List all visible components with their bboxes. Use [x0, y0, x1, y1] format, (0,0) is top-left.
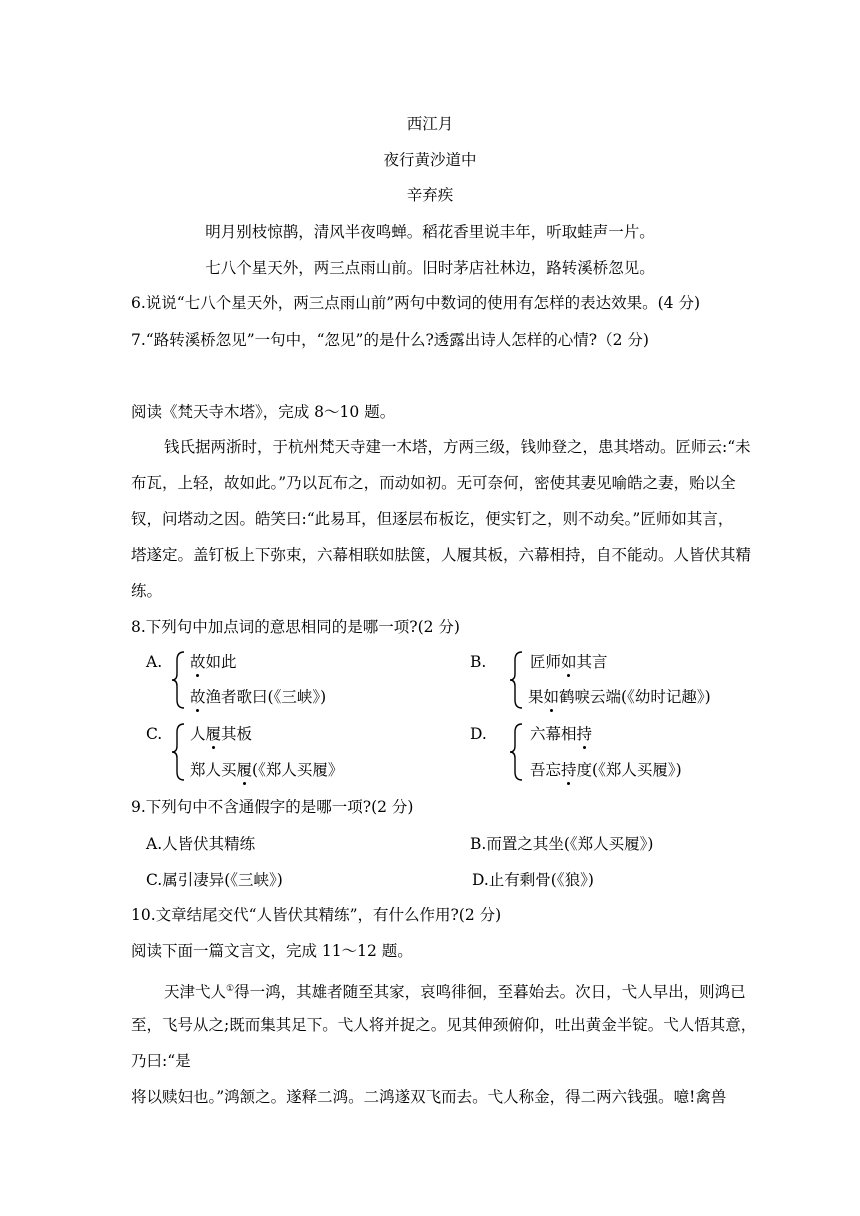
reading2-para-line-3: 乃曰:“是	[131, 1052, 191, 1070]
reading2-para-line-1: 天津弋人①得一鸿，其雄者随至其家，哀鸣徘徊，至暮始去。次日，弋人早出，则鸿已	[164, 983, 746, 1002]
q8-option-b-label: B.	[470, 653, 487, 671]
q8-option-c-line-1: 人履其板	[190, 725, 253, 743]
emphasis-dot-word: 如	[561, 653, 577, 671]
q8-option-a-line-1: 故如此	[190, 653, 237, 671]
emphasis-dot-word: 故	[190, 653, 206, 671]
emphasis-dot-word: 持	[561, 761, 577, 779]
q8-option-d-label: D.	[470, 725, 487, 743]
left-brace-icon	[508, 722, 524, 782]
question-6: 6.说说“七八个星天外，两三点雨山前”两句中数词的使用有怎样的表达效果。(4 分)	[131, 294, 701, 312]
reading1-intro: 阅读《梵天寺木塔》，完成 8～10 题。	[131, 403, 396, 421]
reading2-intro: 阅读下面一篇文言文，完成 11～12 题。	[131, 942, 413, 960]
emphasis-dot-word: 如	[543, 688, 560, 706]
q8-option-b-line-1: 匠师如其言	[530, 653, 608, 671]
q9-option-a: A.人皆伏其精练	[146, 835, 256, 853]
q8-option-a-line-2: 故渔者歌曰(《三峡》)	[190, 688, 327, 706]
reading1-para-line-4: 塔遂定。盖钉板上下弥束，六幕相联如胠箧，人履其板，六幕相持，自不能动。人皆伏其精	[131, 546, 752, 564]
q8-option-a-label: A.	[146, 653, 163, 671]
question-9-stem: 9.下列句中不含通假字的是哪一项?(2 分)	[131, 798, 414, 816]
emphasis-dot-word: 履	[205, 725, 222, 743]
emphasis-dot-word: 持	[576, 725, 593, 743]
poem-subtitle: 夜行黄沙道中	[383, 151, 477, 169]
q9-option-c: C.属引凄异(《三峡》)	[146, 871, 283, 889]
q8-option-b-line-2: 果如鹤唳云端(《幼时记趣》)	[528, 688, 711, 706]
reading2-para-line-4: 将以赎妇也。”鸿颔之。遂释二鸿。二鸿遂双飞而去。弋人称金，得二两六钱强。噫!禽兽	[131, 1088, 727, 1106]
q8-option-c-line-2: 郑人买履(《郑人买履》	[190, 761, 344, 779]
reading1-para-line-1: 钱氏据两浙时，于杭州梵天寺建一木塔，方两三级，钱帅登之，患其塔动。匠师云:“未	[164, 438, 751, 456]
reading2-para-line-2: 至，飞号从之;既而集其足下。弋人将并捉之。见其伸颈俯仰，吐出黄金半锭。弋人悟其意，	[131, 1016, 757, 1034]
emphasis-dot-word: 履	[236, 761, 253, 779]
poem-author: 辛弃疾	[406, 186, 454, 204]
emphasis-dot-word: 故	[190, 688, 206, 706]
poem-line-1: 明月别枝惊鹊，清风半夜鸣蝉。稻花香里说丰年，听取蛙声一片。	[205, 223, 655, 241]
reading1-para-line-3: 钗，问塔动之因。皓笑曰:“此易耳，但逐层布板讫，便实钉之，则不动矣。”匠师如其言，	[131, 510, 734, 528]
q8-option-d-line-2: 吾忘持度(《郑人买履》)	[530, 761, 682, 779]
question-10: 10.文章结尾交代“人皆伏其精练”，有什么作用?(2 分)	[131, 906, 502, 924]
poem-title: 西江月	[406, 115, 454, 133]
q9-option-b: B.而置之其坐(《郑人买履》)	[470, 835, 654, 853]
left-brace-icon	[170, 722, 186, 782]
q9-option-d: D.止有剩骨(《狼》)	[472, 871, 594, 889]
left-brace-icon	[508, 650, 524, 710]
reading1-para-line-5: 练。	[131, 582, 163, 600]
question-7: 7.“路转溪桥忽见”一句中，“忽见”的是什么?透露出诗人怎样的心情?（2 分)	[131, 331, 649, 349]
q8-option-d-line-1: 六幕相持	[530, 725, 593, 743]
q8-option-c-label: C.	[146, 725, 163, 743]
poem-line-2: 七八个星天外，两三点雨山前。旧时茅店社林边，路转溪桥忽见。	[205, 259, 655, 277]
footnote-marker: ①	[226, 984, 235, 994]
reading1-para-line-2: 布瓦，上轻，故如此。”乃以瓦布之，而动如初。无可奈何，密使其妻见喻皓之妻，贻以全	[131, 474, 736, 492]
question-8-stem: 8.下列句中加点词的意思相同的是哪一项?(2 分)	[131, 618, 460, 636]
left-brace-icon	[170, 650, 186, 710]
